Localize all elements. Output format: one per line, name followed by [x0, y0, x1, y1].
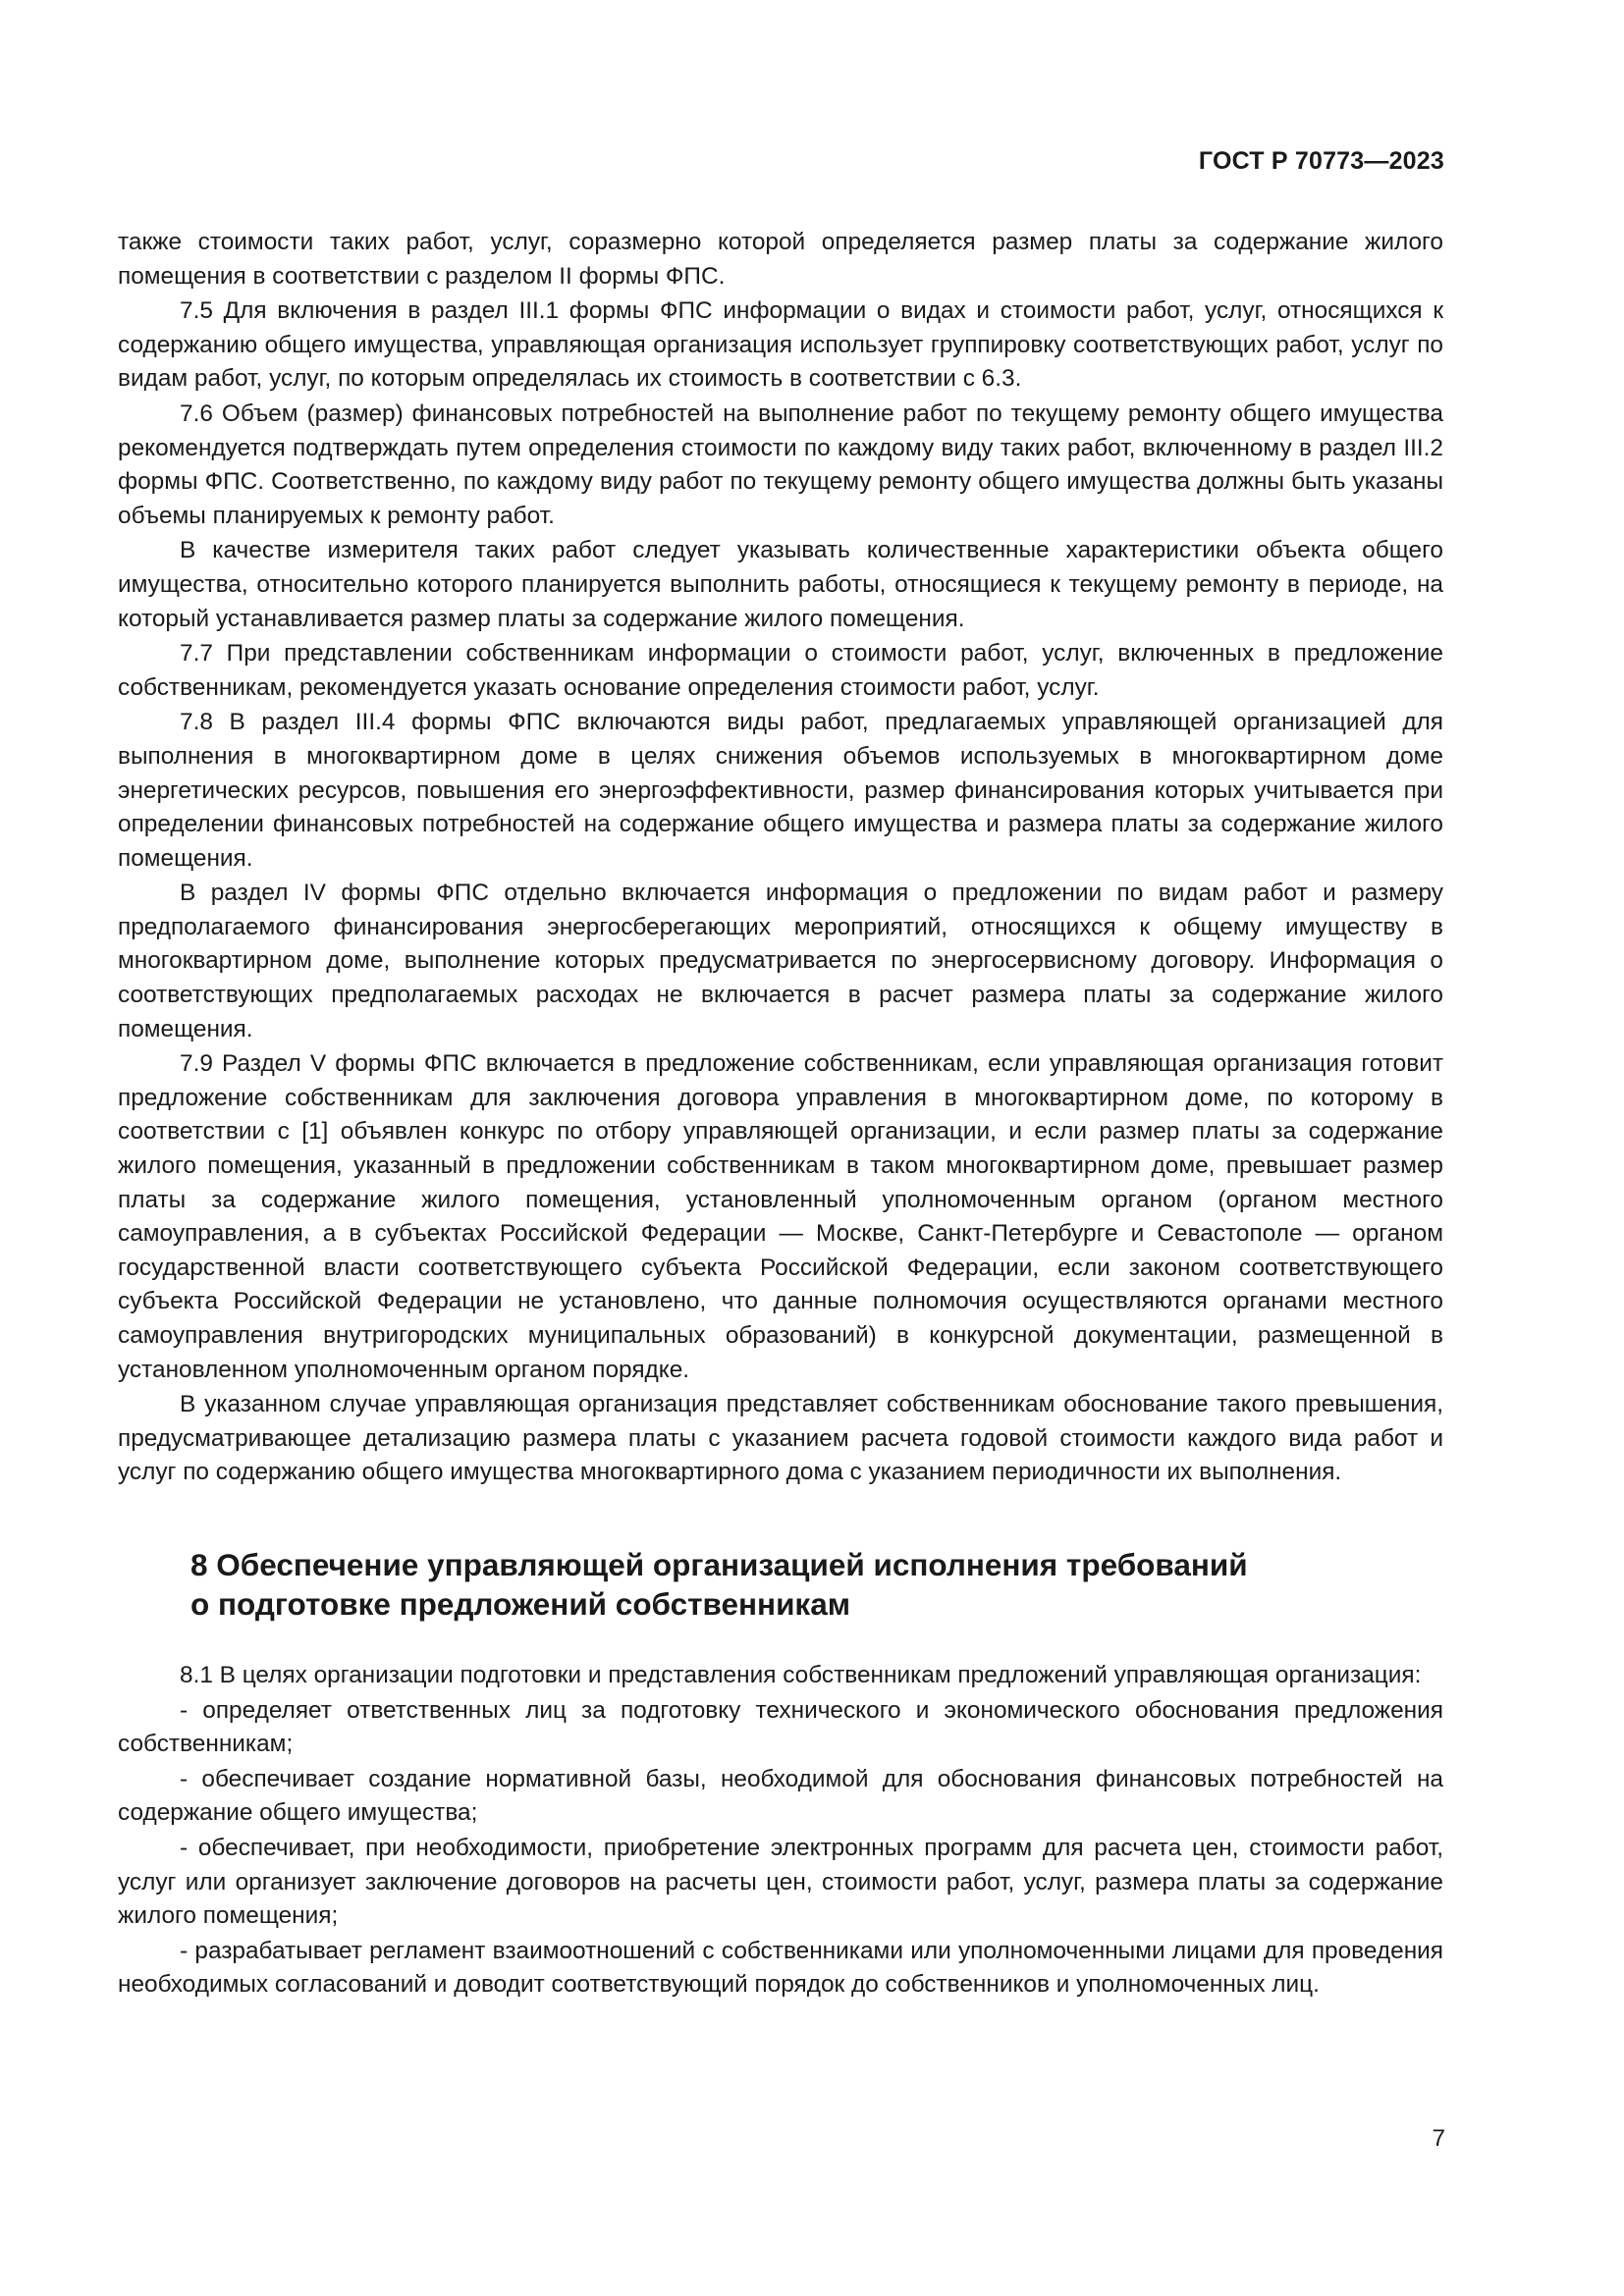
- paragraph-7-5: 7.5 Для включения в раздел III.1 формы ФПС информации о видах и стоимости работ, услуг, относящихся к содержанию общего имущества, управляющая организация использует группировку соответствующих работ, услуг по видам работ, услуг, по которым определялась их стоимость в соответствии с 6.3.: [118, 297, 1443, 393]
- section-8-heading: [118, 1545, 1443, 1624]
- paragraph-7-9-justification: В указанном случае управляющая организация представляет собственникам обоснование такого превышения, предусматривающее детализацию размера платы с указанием расчета годовой стоимости каждого вида работ и услуг по содержанию общего имущества многоквартирного дома с указанием периодичности их выполнения.: [118, 1391, 1443, 1486]
- paragraph-7-9: 7.9 Раздел V формы ФПС включается в предложение собственникам, если управляющая организация готовит предложение собственникам для заключения договора управления в многоквартирном доме, по которому в соответствии с [1] объявлен конкурс по отбору управляющей организации, и если размер платы за содержание жилого помещения, указанный в предложении собственникам в таком многоквартирном доме, превышает размер платы за содержание жилого помещения, установленный уполномоченным органом (органом местного самоуправления, а в субъектах Российской Федерации — Москве, Санкт-Петербурге и Севастополе — органом государственной власти соответствующего субъекта Российской Федерации, если законом соответствующего субъекта Российской Федерации не установлено, что данные полномочия осуществляются органами местного самоуправления внутригородских муниципальных образований) в конкурсной документации, размещенной в установленном уполномоченным органом порядке.: [118, 1050, 1443, 1383]
- paragraph-7-8-section-iv: В раздел IV формы ФПС отдельно включается информация о предложении по видам работ и размеру предполагаемого финансирования энергосберегающих мероприятий, относящихся к общему имуществу в многоквартирном доме, выполнение которых предусматривается по энергосервисному договору. Информация о соответствующих предполагаемых расходах не включается в расчет размера платы за содержание жилого помещения.: [118, 880, 1443, 1042]
- section-8-heading-line1: 8 Обеспечение управляющей организацией исполнения требований: [190, 1546, 1248, 1582]
- page-number: 7: [1432, 2125, 1445, 2152]
- section-8-heading-line2: о подготовке предложений собственникам: [190, 1585, 851, 1622]
- paragraph-7-7: 7.7 При представлении собственникам информации о стоимости работ, услуг, включенных в предложение собственникам, рекомендуется указать основание определения стоимости работ, услуг.: [118, 640, 1443, 701]
- paragraph-continuation: также стоимости таких работ, услуг, соразмерно которой определяется размер платы за содержание жилого помещения в соответствии с разделом II формы ФПС.: [118, 229, 1443, 290]
- list-item: - обеспечивает, при необходимости, приобретение электронных программ для расчета цен, стоимости работ, услуг или организует заключение договоров на расчеты цен, стоимости работ, услуг, размера платы за содержание жилого помещения;: [118, 1834, 1443, 1930]
- list-item: - разрабатывает регламент взаимоотношений с собственниками или уполномоченными лицами для проведения необходимых согласований и доводит соответствующий порядок до собственников и уполномоченных лиц.: [118, 1937, 1443, 1999]
- paragraph-7-8: 7.8 В раздел III.4 формы ФПС включаются виды работ, предлагаемых управляющей организацией для выполнения в многоквартирном доме в целях снижения объемов используемых в многоквартирном доме энергетических ресурсов, повышения его энергоэффективности, размер финансирования которых учитывается при определении финансовых потребностей на содержание общего имущества и размера платы за содержание жилого помещения.: [118, 709, 1443, 872]
- list-item: - определяет ответственных лиц за подготовку технического и экономического обоснования предложения собственникам;: [118, 1696, 1443, 1758]
- paragraph-7-6-measure: В качестве измерителя таких работ следует указывать количественные характеристики объекта общего имущества, относительно которого планируется выполнить работы, относящиеся к текущему ремонту в периоде, на который устанавливается размер платы за содержание жилого помещения.: [118, 537, 1443, 632]
- paragraph-7-6: 7.6 Объем (размер) финансовых потребностей на выполнение работ по текущему ремонту общего имущества рекомендуется подтверждать путем определения стоимости по каждому виду таких работ, включенному в раздел III.2 формы ФПС. Соответственно, по каждому виду работ по текущему ремонту общего имущества должны быть указаны объемы планируемых к ремонту работ.: [118, 400, 1443, 529]
- list-item: - обеспечивает создание нормативной базы, необходимой для обоснования финансовых потребностей на содержание общего имущества;: [118, 1765, 1443, 1827]
- document-body: [118, 226, 1443, 2003]
- paragraph-8-1: 8.1 В целях организации подготовки и представления собственникам предложений управляющая организация:: [180, 1661, 1422, 1688]
- document-id-header: ГОСТ Р 70773—2023: [1198, 147, 1444, 175]
